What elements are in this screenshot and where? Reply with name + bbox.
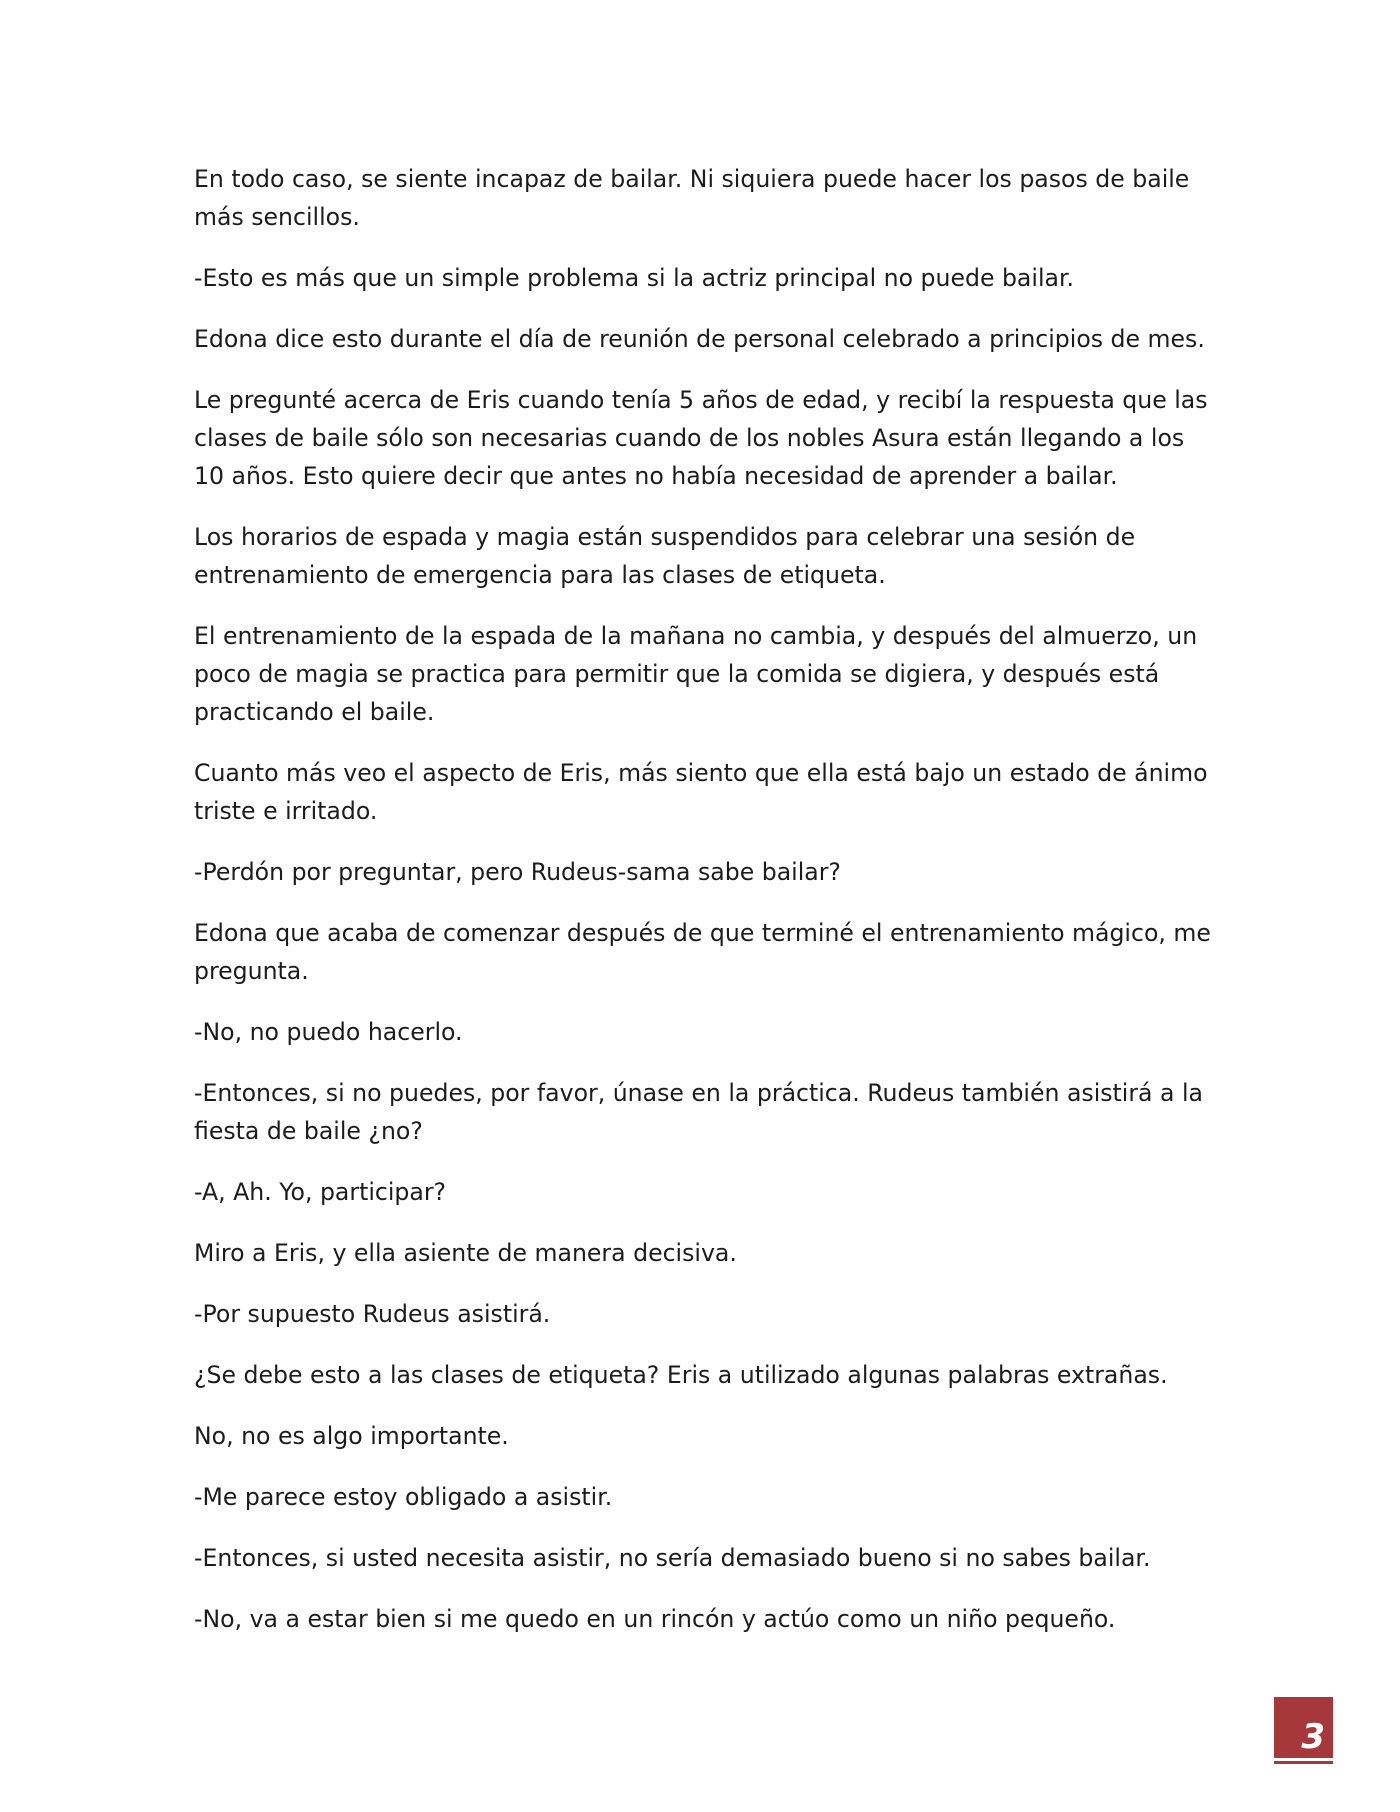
- paragraph: -No, no puedo hacerlo.: [194, 1018, 463, 1046]
- paragraph: Los horarios de espada y magia están suspendidos para celebrar una sesión de entrenamiento de emergencia para las clases de etiqueta.: [194, 523, 1136, 589]
- text-body: [194, 160, 1214, 1661]
- paragraph: Le pregunté acerca de Eris cuando tenía 5 años de edad, y recibí la respuesta que las clases de baile sólo son necesarias cuando de los nobles Asura están llegando a los 10 años. Esto quiere decir que antes no había necesidad de aprender a bailar.: [194, 386, 1208, 490]
- paragraph: En todo caso, se siente incapaz de bailar. Ni siquiera puede hacer los pasos de baile más sencillos.: [194, 165, 1190, 231]
- page-number: 3: [1301, 1717, 1325, 1757]
- paragraph: -Me parece estoy obligado a asistir.: [194, 1483, 613, 1511]
- paragraph: Miro a Eris, y ella asiente de manera decisiva.: [194, 1239, 737, 1267]
- paragraph: El entrenamiento de la espada de la mañana no cambia, y después del almuerzo, un poco de magia se practica para permitir que la comida se digiera, y después está practicando el baile.: [194, 622, 1198, 726]
- paragraph: -Entonces, si usted necesita asistir, no sería demasiado bueno si no sabes bailar.: [194, 1544, 1151, 1572]
- paragraph: Edona dice esto durante el día de reunión de personal celebrado a principios de mes.: [194, 325, 1205, 353]
- paragraph: -No, va a estar bien si me quedo en un rincón y actúo como un niño pequeño.: [194, 1605, 1116, 1633]
- page-number-underline: [1274, 1761, 1333, 1764]
- paragraph: -Esto es más que un simple problema si la actriz principal no puede bailar.: [194, 264, 1074, 292]
- paragraph: -A, Ah. Yo, participar?: [194, 1178, 447, 1206]
- paragraph: Cuanto más veo el aspecto de Eris, más siento que ella está bajo un estado de ánimo triste e irritado.: [194, 759, 1208, 825]
- paragraph: Edona que acaba de comenzar después de que terminé el entrenamiento mágico, me pregunta.: [194, 919, 1211, 985]
- paragraph: -Por supuesto Rudeus asistirá.: [194, 1300, 551, 1328]
- page-number-badge: [1274, 1697, 1333, 1758]
- paragraph: -Perdón por preguntar, pero Rudeus-sama sabe bailar?: [194, 858, 841, 886]
- paragraph: No, no es algo importante.: [194, 1422, 509, 1450]
- paragraph: ¿Se debe esto a las clases de etiqueta? Eris a utilizado algunas palabras extrañas.: [194, 1361, 1168, 1389]
- paragraph: -Entonces, si no puedes, por favor, únase en la práctica. Rudeus también asistirá a la fiesta de baile ¿no?: [194, 1079, 1203, 1145]
